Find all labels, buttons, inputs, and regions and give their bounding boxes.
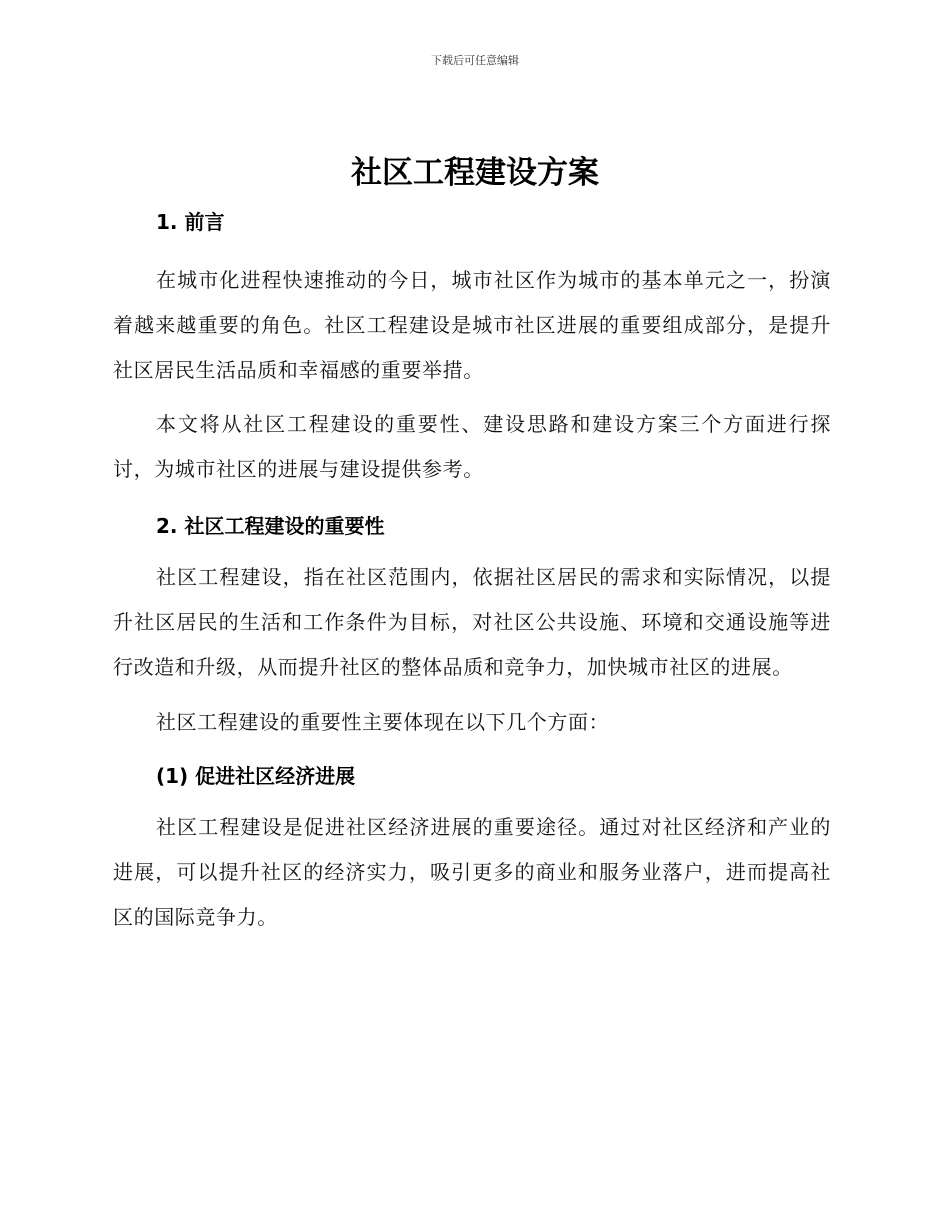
body-paragraph: 社区工程建设的重要性主要体现在以下几个方面： xyxy=(156,710,610,734)
body-paragraph: 社区工程建设，指在社区范围内，依据社区居民的需求和实际情况，以提升社区居民的生活和工作条件为目标，对社区公共设施、环境和交通设施等进行改造和升级，从而提升社区的整体品质和竞争力，加快城市社区的进展。 xyxy=(113,565,831,679)
section-heading-preface: 1. 前言 xyxy=(156,210,225,234)
body-paragraph: 社区工程建设是促进社区经济进展的重要途径。通过对社区经济和产业的进展，可以提升社区的经济实力，吸引更多的商业和服务业落户，进而提高社区的国际竞争力。 xyxy=(113,815,831,929)
body-paragraph: 在城市化进程快速推动的今日，城市社区作为城市的基本单元之一，扮演着越来越重要的角色。社区工程建设是城市社区进展的重要组成部分，是提升社区居民生活品质和幸福感的重要举措。 xyxy=(113,268,831,382)
subsection-heading-economy: (1) 促进社区经济进展 xyxy=(156,764,356,788)
body-paragraph: 本文将从社区工程建设的重要性、建设思路和建设方案三个方面进行探讨，为城市社区的进展与建设提供参考。 xyxy=(113,412,831,481)
page-header-note: 下载后可任意编辑 xyxy=(431,54,519,67)
document-body xyxy=(113,204,831,940)
section-heading-importance: 2. 社区工程建设的重要性 xyxy=(156,514,385,538)
document-title: 社区工程建设方案 xyxy=(351,155,599,191)
